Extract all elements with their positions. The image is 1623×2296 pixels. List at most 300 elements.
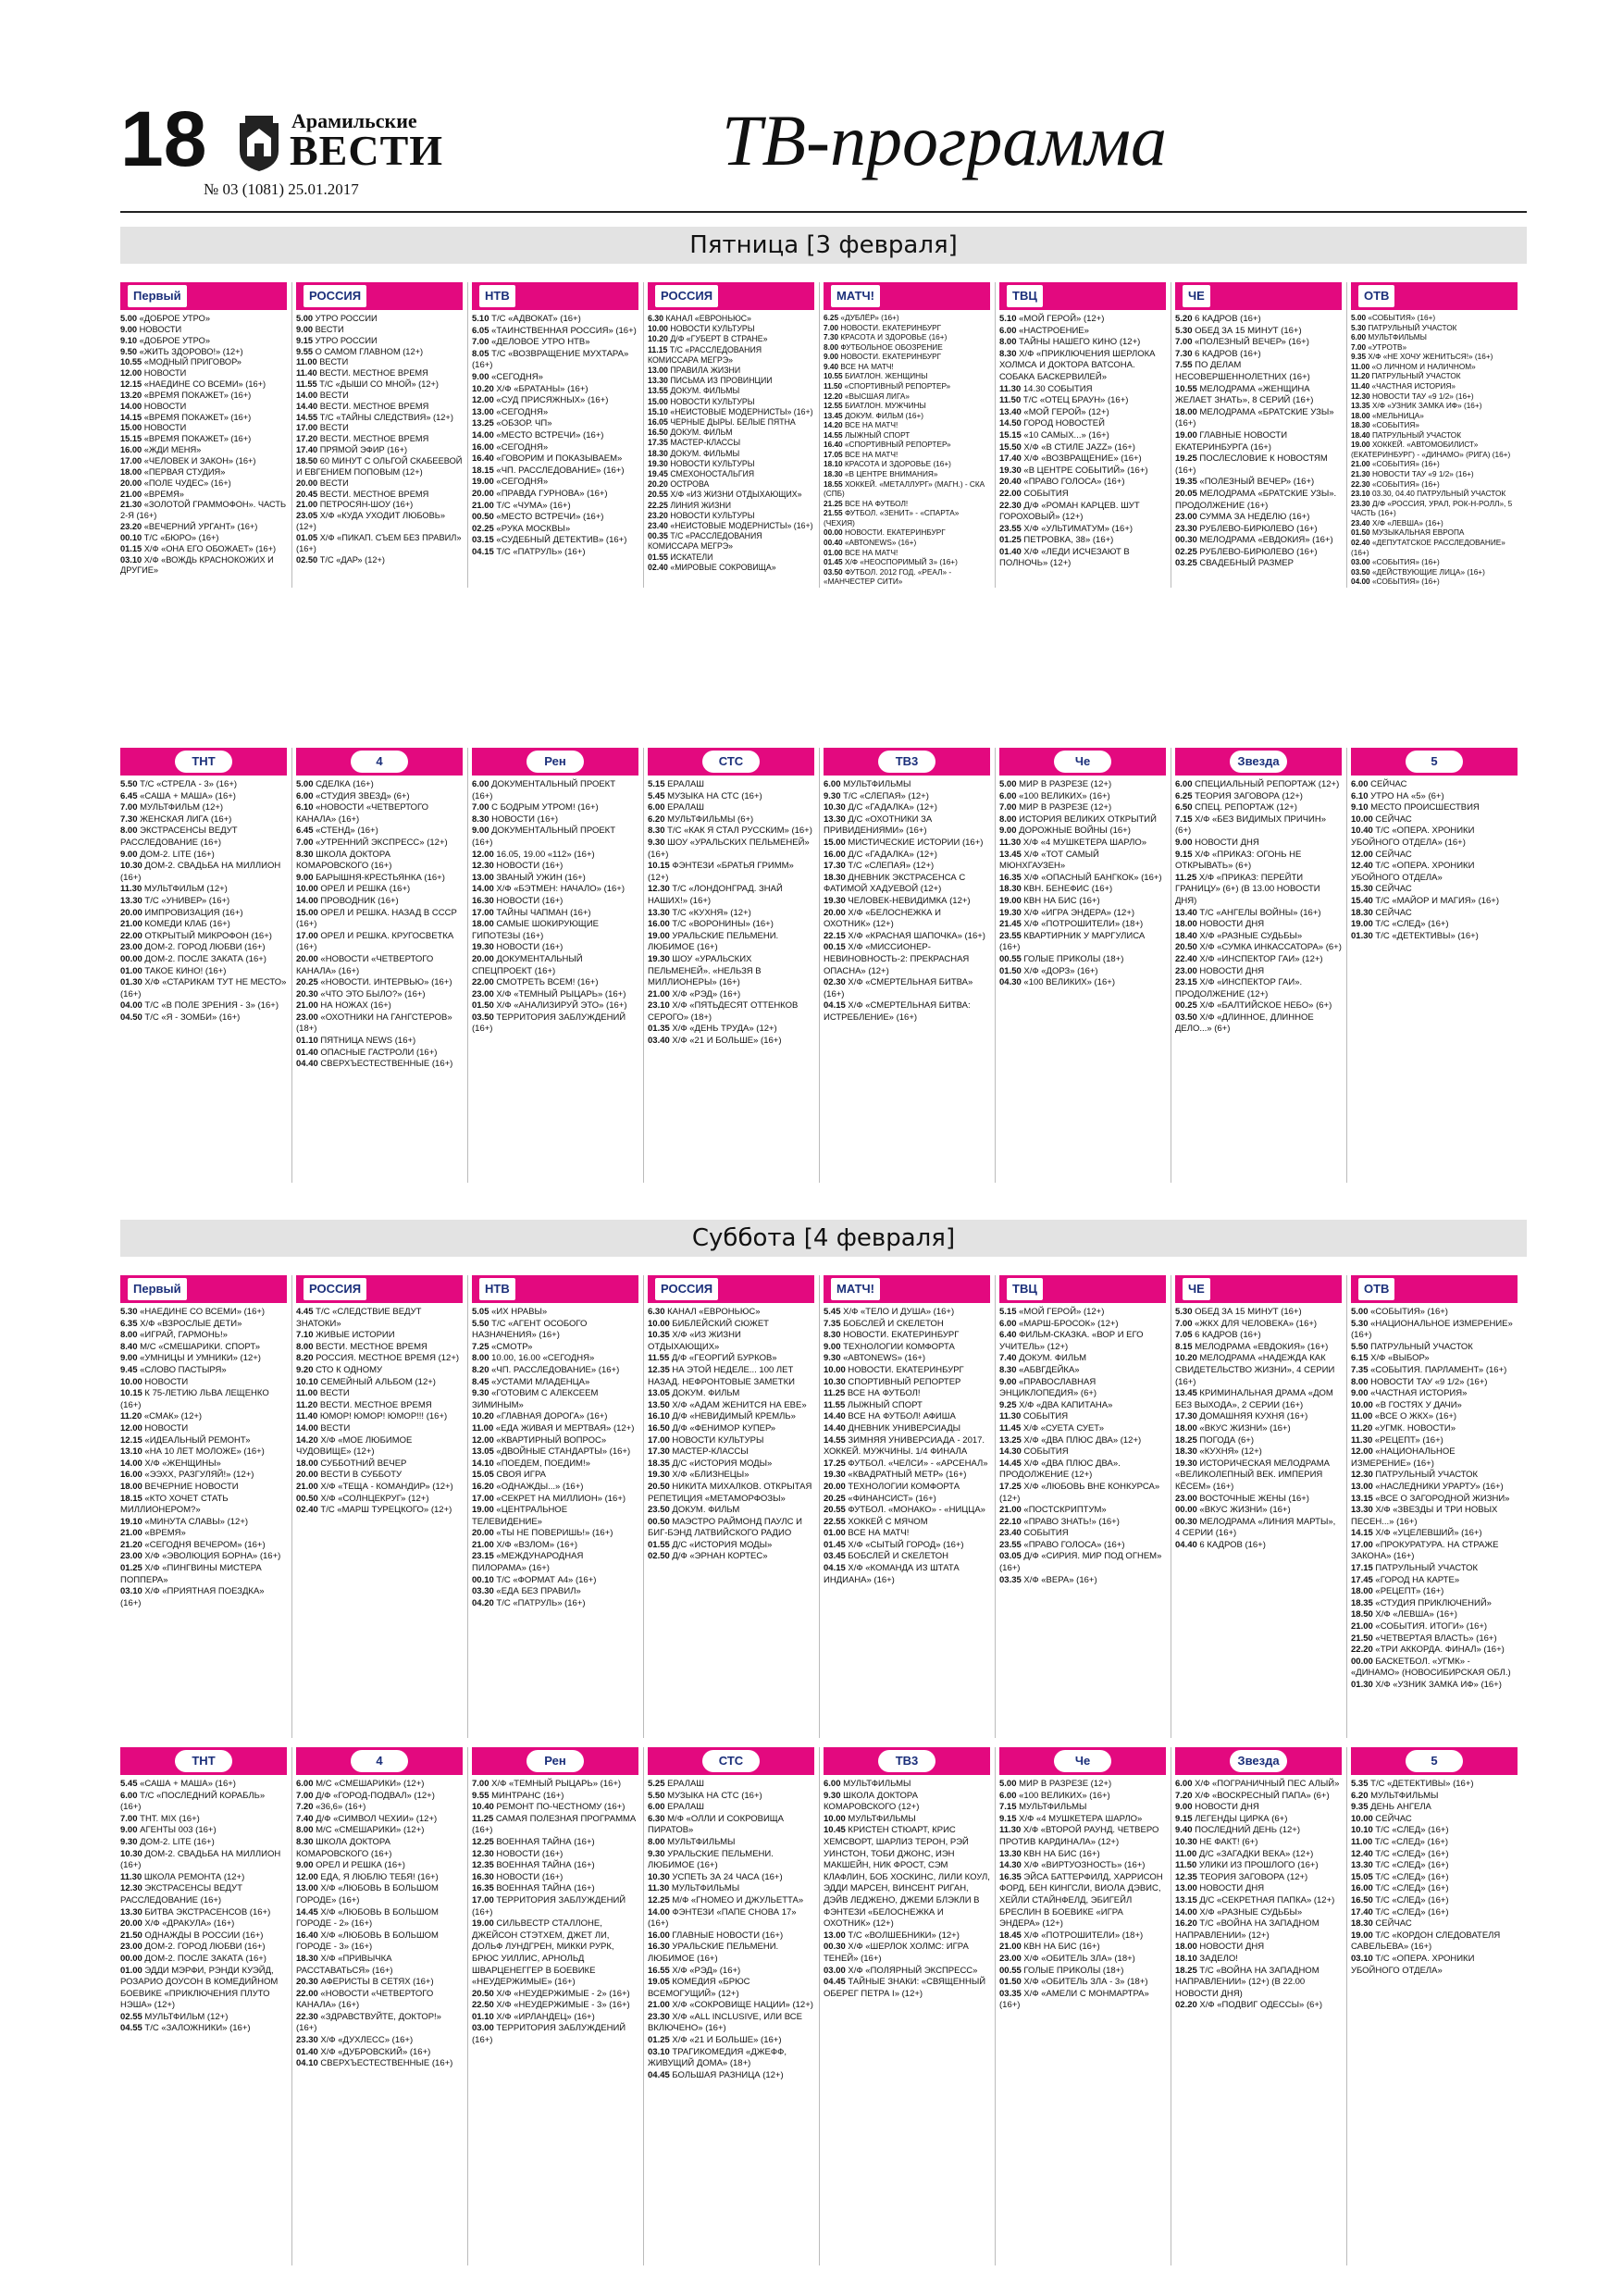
program-title: «ДОБРОЕ УТРО»: [137, 335, 210, 345]
program-title: СЕЙЧАС: [1372, 1813, 1412, 1824]
program-time: 11.30: [648, 1883, 670, 1894]
list-item: [1351, 1598, 1518, 1610]
program-title: НОВОСТИ КУЛЬТУРЫ: [667, 458, 755, 468]
program-title: 6 КАДРОВ (16+): [1196, 1539, 1266, 1550]
program-title: «ЧАСТНАЯ ИСТОРИЯ»: [1369, 381, 1456, 391]
list-item: [1351, 1907, 1518, 1919]
program-title: Х/Ф «КОМАНДА ИЗ ШТАТА ИНДИАНА» (16+): [824, 1563, 960, 1585]
program-title: Д/С «ГАДАЛКА» (12+): [845, 849, 937, 860]
program-title: «ВРЕМЯ ПОКАЖЕТ» (16+): [142, 412, 252, 422]
program-time: 23.30: [648, 2011, 670, 2022]
list-item: [1351, 1342, 1518, 1354]
program-title: ШОУ «УРАЛЬСКИХ ПЕЛЬМЕНЕЙ». «НЕЛЬЗЯ В МИЛЛИОНЕРЫ» (16+): [648, 953, 762, 988]
program-time: 14.15: [120, 412, 142, 422]
list-item: [472, 1435, 638, 1447]
list-item: [648, 1307, 814, 1319]
list-item: [472, 942, 638, 954]
list-item: [1175, 954, 1342, 966]
program-time: 18.00: [120, 466, 142, 477]
list-item: [824, 814, 990, 838]
program-time: 23.20: [120, 522, 142, 532]
program-title: «МИРОВЫЕ СОКРОВИЩА»: [667, 562, 776, 572]
list-item: [120, 1540, 287, 1552]
list-item: [824, 850, 990, 862]
program-time: 03.50: [1175, 1011, 1197, 1023]
list-item: [1175, 1849, 1342, 1861]
program-title: ПАТРУЛЬНЫЙ УЧАСТОК: [1369, 372, 1461, 381]
list-item: [1175, 384, 1342, 407]
channel-header: [1351, 1275, 1518, 1303]
channel-header: [824, 748, 990, 776]
list-item: [648, 791, 814, 803]
list-item: [1351, 421, 1518, 431]
program-time: 19.25: [1175, 453, 1197, 465]
list-item: [120, 1470, 287, 1482]
program-list: [296, 1307, 463, 1517]
channel-column-sts-logo: [648, 1747, 814, 2081]
program-title: Х/Ф «ТЕМНЫЙ РЫЦАРЬ» (16+): [489, 1779, 622, 1789]
program-time: 17.00: [120, 455, 142, 465]
column-divider: [995, 282, 996, 588]
program-time: 01.25: [120, 1563, 142, 1574]
program-title: «ВКУС ЖИЗНИ» (16+): [1196, 1422, 1291, 1433]
program-title: ЗВАНЫЙ УЖИН (16+): [493, 872, 586, 883]
list-item: [296, 1482, 463, 1494]
list-item: [472, 477, 638, 489]
list-item: [296, 791, 463, 803]
program-title: «СПОРТИВНЫЙ РЕПОРТЕР»: [842, 381, 951, 391]
program-title: «СТУДИЯ ПРИКЛЮЧЕНИЙ»: [1372, 1597, 1492, 1608]
program-title: Д/Ф «НЕВИДИМЫЙ КРЕМЛЬ»: [669, 1411, 796, 1422]
program-time: 21.00: [120, 489, 142, 499]
program-title: Д/Ф «РОМАН КАРЦЕВ. ШУТ ГОРОХОВЫЙ» (12+): [999, 500, 1140, 523]
program-title: 03.30, 04.40 ПАТРУЛЬНЫЙ УЧАСТОК: [1369, 490, 1506, 499]
list-item: [1351, 825, 1518, 849]
program-time: 18.50: [296, 455, 318, 465]
channel-column-channel-5-logo: [1351, 748, 1518, 942]
program-time: 11.20: [296, 1399, 318, 1410]
program-time: 22.25: [648, 500, 668, 510]
list-item: [824, 1435, 990, 1458]
program-time: 15.15: [120, 434, 142, 444]
program-time: 12.25: [648, 1894, 670, 1905]
list-item: [824, 896, 990, 908]
channel-one-logo: Первый: [128, 1278, 187, 1300]
list-item: [1351, 1505, 1518, 1528]
program-time: 02.20: [1175, 2000, 1197, 2011]
program-list: [120, 779, 287, 1024]
program-time: 11.00: [1351, 362, 1370, 371]
list-item: [296, 314, 463, 325]
list-item: [120, 954, 287, 966]
list-item: [648, 314, 814, 324]
program-time: 8.30: [999, 348, 1017, 359]
list-item: [824, 861, 990, 873]
program-title: ОТКРЫТЫЙ МИКРОФОН (16+): [142, 930, 272, 941]
program-title: УТРО НА «5» (6+): [1368, 790, 1444, 801]
program-time: 9.30: [648, 837, 665, 848]
program-title: ЛЫЖНЫЙ СПОРТ: [842, 430, 911, 440]
list-item: [648, 490, 814, 500]
list-item: [296, 1779, 463, 1791]
channel-column-ren-logo: [472, 1747, 638, 2047]
program-time: 21.00: [1351, 460, 1370, 469]
program-title: РОССИЯ. МЕСТНОЕ ВРЕМЯ (12+): [313, 1353, 460, 1364]
column-divider: [643, 1747, 644, 2265]
program-time: 20.30: [296, 988, 318, 999]
program-time: 17.30: [824, 861, 846, 872]
program-title: МЕЛОДРАМА «БРАТСКИЕ УЗЫ» (16+): [1175, 406, 1334, 429]
tv3-logo: ТВ3: [878, 1750, 935, 1772]
program-time: 04.55: [120, 2023, 142, 2034]
program-time: 12.00: [472, 1434, 494, 1446]
program-title: МИР В РАЗРЕЗЕ (12+): [1016, 1779, 1112, 1789]
program-title: Т/С «СЛЕДСТВИЕ ВЕДУТ ЗНАТОКИ»: [296, 1307, 422, 1329]
program-title: ПОГОДА (6+): [1196, 1434, 1254, 1446]
list-item: [296, 1411, 463, 1423]
program-title: ЕРАЛАШ: [664, 802, 704, 813]
list-item: [1175, 314, 1342, 326]
program-title: «МЕСТО ВСТРЕЧИ» (16+): [493, 512, 604, 523]
program-time: 04.20: [472, 1597, 494, 1608]
program-time: 15.40: [1351, 895, 1373, 906]
program-title: «ЧЕЛОВЕК И ЗАКОН» (16+): [142, 455, 256, 465]
list-item: [296, 445, 463, 456]
program-time: 19.00: [472, 477, 494, 488]
program-time: 9.00: [472, 825, 489, 837]
program-time: 7.00: [1351, 342, 1367, 352]
program-time: 13.25: [472, 418, 494, 429]
program-time: 10.00: [1351, 813, 1373, 825]
program-title: Х/Ф «ТЕЛО И ДУША» (16+): [840, 1307, 955, 1317]
list-item: [1175, 1411, 1342, 1423]
channel-4-logo: 4: [351, 1750, 408, 1772]
program-time: 14.00: [1175, 1906, 1197, 1917]
program-time: 11.50: [824, 381, 843, 391]
program-title: ЭЙСА БАТТЕРФИЛД, ХАРРИСОН ФОРД, БЕН КИНГСЛИ, ВИОЛА ДЭВИС, ХЕЙЛИ СТАЙНФЕЛД, ЭБИГЕЙЛ БРЕСЛИН В БОЕВИКЕ «ИГРА ЭНДЕРА» (12+): [999, 1871, 1163, 1930]
program-title: «ЕДА ЖИВАЯ И МЕРТВАЯ» (12+): [493, 1422, 635, 1433]
list-item: [999, 884, 1166, 896]
program-time: 8.00: [999, 337, 1017, 348]
list-item: [120, 1458, 287, 1471]
list-item: [824, 500, 990, 510]
column-divider: [291, 748, 292, 1183]
program-time: 23.00: [999, 1953, 1022, 1964]
list-item: [824, 382, 990, 392]
channel-column-channel-4-logo: [296, 748, 463, 1071]
list-item: [472, 407, 638, 419]
channel-header: [824, 282, 990, 310]
list-item: [824, 977, 990, 1000]
program-title: «ДЕЛОВОЕ УТРО НТВ»: [489, 337, 590, 348]
program-time: 03.00: [472, 2023, 494, 2034]
program-list: [1351, 314, 1518, 588]
program-title: Х/Ф «ВОЖДЬ КРАСНОКОЖИХ И ДРУГИЕ»: [120, 554, 274, 576]
program-title: Х/Ф «ЛЕДИ ИСЧЕЗАЮТ В ПОЛНОЧЬ» (12+): [999, 546, 1130, 569]
program-time: 16.00: [648, 919, 670, 930]
channel-header: [120, 282, 287, 310]
channel-column-channel-one-logo: [120, 282, 287, 577]
list-item: [999, 430, 1166, 442]
program-time: 9.00: [999, 825, 1017, 837]
program-time: 16.40: [824, 441, 843, 450]
program-time: 21.55: [824, 509, 843, 518]
program-title: НА ЭТОЙ НЕДЕЛЕ... 100 ЛЕТ НАЗАД. НЕФРОНТОВЫЕ ЗАМЕТКИ: [648, 1364, 795, 1387]
program-time: 03.10: [648, 2046, 670, 2057]
list-item: [120, 391, 287, 402]
program-time: 12.30: [1351, 391, 1370, 401]
program-time: 19.00: [648, 930, 670, 941]
program-title: Т/С «УНИВЕР» (16+): [142, 895, 230, 906]
list-item: [1351, 802, 1518, 814]
list-item: [999, 1319, 1166, 1331]
list-item: [472, 1814, 638, 1837]
program-time: 6.00: [824, 779, 841, 789]
program-title: Х/Ф «НЕОСПОРИМЫЙ 3» (16+): [842, 558, 958, 567]
program-title: «ВКУС ЖИЗНИ» (16+): [1196, 1505, 1291, 1516]
program-title: СЕМЕЙНЫЙ АЛЬБОМ (12+): [317, 1376, 436, 1387]
list-item: [296, 1000, 463, 1012]
program-time: 19.30: [999, 907, 1022, 918]
program-title: ОСТРОВА: [667, 479, 710, 490]
program-time: 00.10: [472, 1574, 494, 1585]
program-time: 12.00: [472, 395, 494, 406]
program-time: 9.00: [120, 1825, 138, 1836]
list-item: [999, 442, 1166, 454]
program-time: 14.20: [296, 1434, 318, 1446]
list-item: [296, 1342, 463, 1354]
program-title: О САМОМ ГЛАВНОМ (12+): [313, 346, 424, 356]
list-item: [824, 1470, 990, 1482]
list-item: [1175, 814, 1342, 838]
program-time: 9.00: [999, 1376, 1017, 1387]
program-title: Д/Ф «СИРИЯ. МИР ПОД ОГНЕМ» (16+): [999, 1551, 1162, 1574]
program-title: Х/Ф «ПОЛЯРНЫЙ ЭКСПРЕСС»: [845, 1965, 978, 1976]
program-title: «ОБЗОР. ЧП»: [493, 418, 552, 429]
program-title: «СПОРТИВНЫЙ РЕПОРТЕР»: [842, 441, 951, 450]
program-time: 8.45: [472, 1376, 489, 1387]
program-time: 7.35: [1351, 1364, 1369, 1375]
list-item: [1351, 1575, 1518, 1587]
program-time: 6.30: [648, 314, 664, 323]
list-item: [296, 884, 463, 896]
program-title: «ЖДИ МЕНЯ»: [142, 445, 202, 455]
program-time: 18.00: [120, 1481, 142, 1492]
program-time: 7.00: [1175, 337, 1193, 348]
list-item: [296, 434, 463, 445]
program-time: 01.55: [648, 1539, 670, 1550]
program-title: «ИДЕАЛЬНЫЙ РЕМОНТ»: [142, 1434, 251, 1446]
list-item: [120, 500, 287, 522]
program-title: «САША + МАША» (16+): [137, 1779, 236, 1789]
program-time: 01.50: [999, 1977, 1022, 1988]
channel-column-channel-4-logo: [296, 1747, 463, 2070]
list-item: [824, 779, 990, 791]
program-time: 13.00: [1175, 1883, 1197, 1894]
program-time: 11.30: [120, 884, 142, 895]
program-time: 13.35: [1351, 402, 1370, 411]
list-item: [1175, 1791, 1342, 1803]
list-item: [648, 1388, 814, 1400]
channel-header: [824, 1747, 990, 1775]
program-time: 9.40: [824, 362, 839, 371]
list-item: [824, 873, 990, 896]
channel-one-logo: Первый: [128, 285, 187, 307]
program-title: Т/С «РАССЛЕДОВАНИЯ КОМИССАРА МЕГРЭ»: [648, 531, 762, 552]
list-item: [648, 1400, 814, 1412]
program-time: 00.30: [1175, 535, 1197, 546]
program-title: ХОККЕЙ. «АВТОМОБИЛИСТ» (ЕКАТЕРИНБУРГ) - «ДИНАМО» (РИГА) (16+): [1351, 441, 1511, 459]
program-title: СУББОТНИЙ ВЕЧЕР: [317, 1458, 407, 1469]
program-title: ЕРАЛАШ: [664, 1779, 704, 1789]
program-title: М/С «СМЕШАРИКИ» (12+): [313, 1779, 425, 1789]
list-item: [296, 555, 463, 566]
list-item: [824, 802, 990, 814]
channel-column-russia-1-logo: [296, 282, 463, 565]
program-title: КРИСТЕН СТЮАРТ, КРИС ХЕМСВОРТ, ШАРЛИЗ ТЕРОН, РЭЙ УИНСТОН, ТОБИ ДЖОНС, ИЭН МАКШЕЙН, НИК ФРОСТ, СЭМ КЛАФЛИН, БОБ ХОСКИНС, ЛИЛИ КОУЛ, ЭДДИ МАРСЕН, ВИНСЕНТ РИГАН, ДЭЙВ ЛЕДЖЕНО, ДЖЕМИ БЛЭКЛИ В ФЭНТЕЗИ «БЕЛОСНЕЖКА И ОХОТНИК» (12+): [824, 1825, 990, 1930]
program-title: БАСКЕТБОЛ. «УГМК» - «ДИНАМО» (НОВОСИБИРСКАЯ ОБЛ.): [1351, 1656, 1511, 1679]
program-title: ВОЕННАЯ ТАЙНА (16+): [493, 1860, 595, 1871]
program-title: «ПРАВО ГОЛОСА» (16+): [1021, 1539, 1125, 1550]
program-time: 9.25: [999, 1399, 1017, 1410]
channel-column-channel-5-logo: [1351, 1747, 1518, 1977]
list-item: [824, 1377, 990, 1389]
program-title: Х/Ф «СТАРИКАМ ТУТ НЕ МЕСТО» (16+): [120, 977, 287, 999]
channel-header: [1351, 748, 1518, 776]
list-item: [1351, 1446, 1518, 1470]
program-time: 17.30: [1175, 1411, 1197, 1422]
list-item: [296, 2058, 463, 2070]
program-title: НОВОСТИ (16+): [493, 895, 564, 906]
program-time: 20.00: [296, 953, 318, 964]
list-item: [999, 954, 1166, 966]
list-item: [1175, 535, 1342, 547]
list-item: [824, 460, 990, 470]
program-title: НОВОСТИ КУЛЬТУРЫ: [667, 324, 755, 334]
program-title: ЕРАЛАШ: [664, 779, 704, 789]
program-time: 10.30: [824, 1376, 846, 1387]
channel-column-che-logo: [1175, 282, 1342, 570]
program-time: 10.20: [1175, 1353, 1197, 1364]
list-item: [472, 896, 638, 908]
program-title: МУЛЬТФИЛЬМЫ (6+): [664, 813, 754, 825]
program-title: ПРЯМОЙ ЭФИР (16+): [317, 445, 408, 455]
list-item: [296, 1388, 463, 1400]
list-item: [1175, 407, 1342, 430]
program-title: Х/Ф «УЛЬТИМАТУМ» (16+): [1021, 523, 1134, 534]
program-title: Т/С «АДВОКАТ» (16+): [489, 314, 581, 324]
program-time: 20.45: [296, 489, 318, 499]
program-time: 00.00: [120, 953, 142, 964]
list-item: [120, 2023, 287, 2035]
program-title: ВЕСТИ: [317, 423, 349, 433]
program-title: ОБЕД ЗА 15 МИНУТ (16+): [1192, 1307, 1302, 1317]
program-time: 17.40: [296, 445, 318, 455]
list-item: [999, 501, 1166, 524]
program-time: 7.00: [472, 802, 489, 813]
program-title: «ЧЕТВЕРТАЯ ВЛАСТЬ» (16+): [1372, 1632, 1497, 1644]
program-title: ХОККЕЙ С МЯЧОМ: [845, 1516, 928, 1527]
program-time: 20.40: [999, 477, 1022, 488]
program-time: 01.30: [1351, 930, 1373, 941]
program-time: 04.50: [120, 1011, 142, 1023]
program-title: «100 ВЕЛИКИХ» (16+): [1016, 790, 1110, 801]
program-time: 7.00: [120, 1813, 138, 1824]
program-time: 20.00: [296, 478, 318, 488]
program-time: 9.00: [1175, 1802, 1193, 1813]
program-title: Д/С «ГАДАЛКА» (12+): [845, 802, 937, 813]
program-time: 14.40: [824, 1422, 846, 1433]
program-time: 11.50: [999, 395, 1022, 406]
program-title: «КВАДРАТНЫЙ МЕТР» (16+): [845, 1470, 967, 1481]
program-time: 7.00: [120, 802, 138, 813]
program-title: ВСЕ НА МАТЧ!: [842, 421, 898, 430]
program-time: 01.00: [824, 1528, 846, 1539]
list-item: [1175, 779, 1342, 791]
list-item: [472, 453, 638, 465]
list-item: [120, 1446, 287, 1458]
channel-4-logo: 4: [351, 751, 408, 773]
program-title: ШКОЛА ДОКТОРА КОМАРОВСКОГО (16+): [296, 849, 392, 872]
program-time: 8.00: [648, 1836, 665, 1847]
program-title: МЕЛОДРАМА «ЕВДОКИЯ» (16+): [1192, 1341, 1329, 1352]
program-time: 5.50: [648, 1790, 665, 1801]
list-item: [1351, 324, 1518, 334]
program-time: 13.00: [648, 366, 668, 376]
list-item: [824, 314, 990, 324]
list-item: [999, 418, 1166, 430]
program-title: Х/Ф «УЗНИК ЗАМКА ИФ» (16+): [1369, 402, 1482, 411]
program-time: 17.20: [296, 434, 318, 444]
program-time: 12.30: [472, 861, 494, 872]
program-time: 13.00: [1351, 1481, 1373, 1492]
program-title: «СЕГОДНЯ»: [493, 441, 549, 453]
program-time: 11.00: [472, 1422, 494, 1433]
program-time: 10.20: [648, 334, 668, 344]
program-title: «НАЕДИНЕ СО ВСЕМИ» (16+): [142, 379, 266, 390]
list-item: [824, 1494, 990, 1506]
list-item: [120, 1365, 287, 1377]
list-item: [648, 1802, 814, 1814]
column-divider: [995, 1747, 996, 2265]
program-list: [648, 1307, 814, 1563]
ren-logo: Рен: [527, 1750, 584, 1772]
list-item: [1351, 1307, 1518, 1319]
list-item: [120, 1563, 287, 1586]
list-item: [296, 478, 463, 490]
list-item: [999, 477, 1166, 489]
program-title: ДНЕВНИК ЭКСТРАСЕНСА С ФАТИМОЙ ХАДУЕВОЙ (12+): [824, 872, 966, 895]
program-time: 6.20: [1351, 1790, 1369, 1801]
list-item: [648, 1423, 814, 1435]
program-title: НОВОСТИ. ЕКАТЕРИНБУРГ: [838, 323, 942, 332]
program-title: «УГМК. НОВОСТИ»: [1372, 1422, 1456, 1433]
list-item: [1351, 1411, 1518, 1423]
program-time: 18.10: [824, 460, 843, 469]
program-time: 9.30: [648, 1848, 665, 1859]
list-item: [824, 441, 990, 451]
program-time: 04.15: [824, 1000, 846, 1011]
program-title: Х/Ф «ПРИВЫЧКА РАССТАВАТЬСЯ» (16+): [296, 1953, 393, 1976]
program-title: ТЕХНОЛОГИИ КОМФОРТА: [845, 1481, 960, 1492]
list-item: [999, 1517, 1166, 1529]
program-title: УРАЛЬСКИЕ ПЕЛЬМЕНИ. ЛЮБИМОЕ (16+): [648, 1942, 779, 1964]
program-title: Х/Ф «ПЯТЬДЕСЯТ ОТТЕНКОВ СЕРОГО» (18+): [648, 1000, 799, 1023]
list-item: [296, 1458, 463, 1471]
program-title: Х/Ф «ОБИТЕЛЬ ЗЛА» (18+): [1021, 1953, 1135, 1964]
program-time: 14.00: [120, 401, 142, 411]
program-title: «УМНИЦЫ И УМНИКИ» (12+): [137, 1353, 261, 1364]
